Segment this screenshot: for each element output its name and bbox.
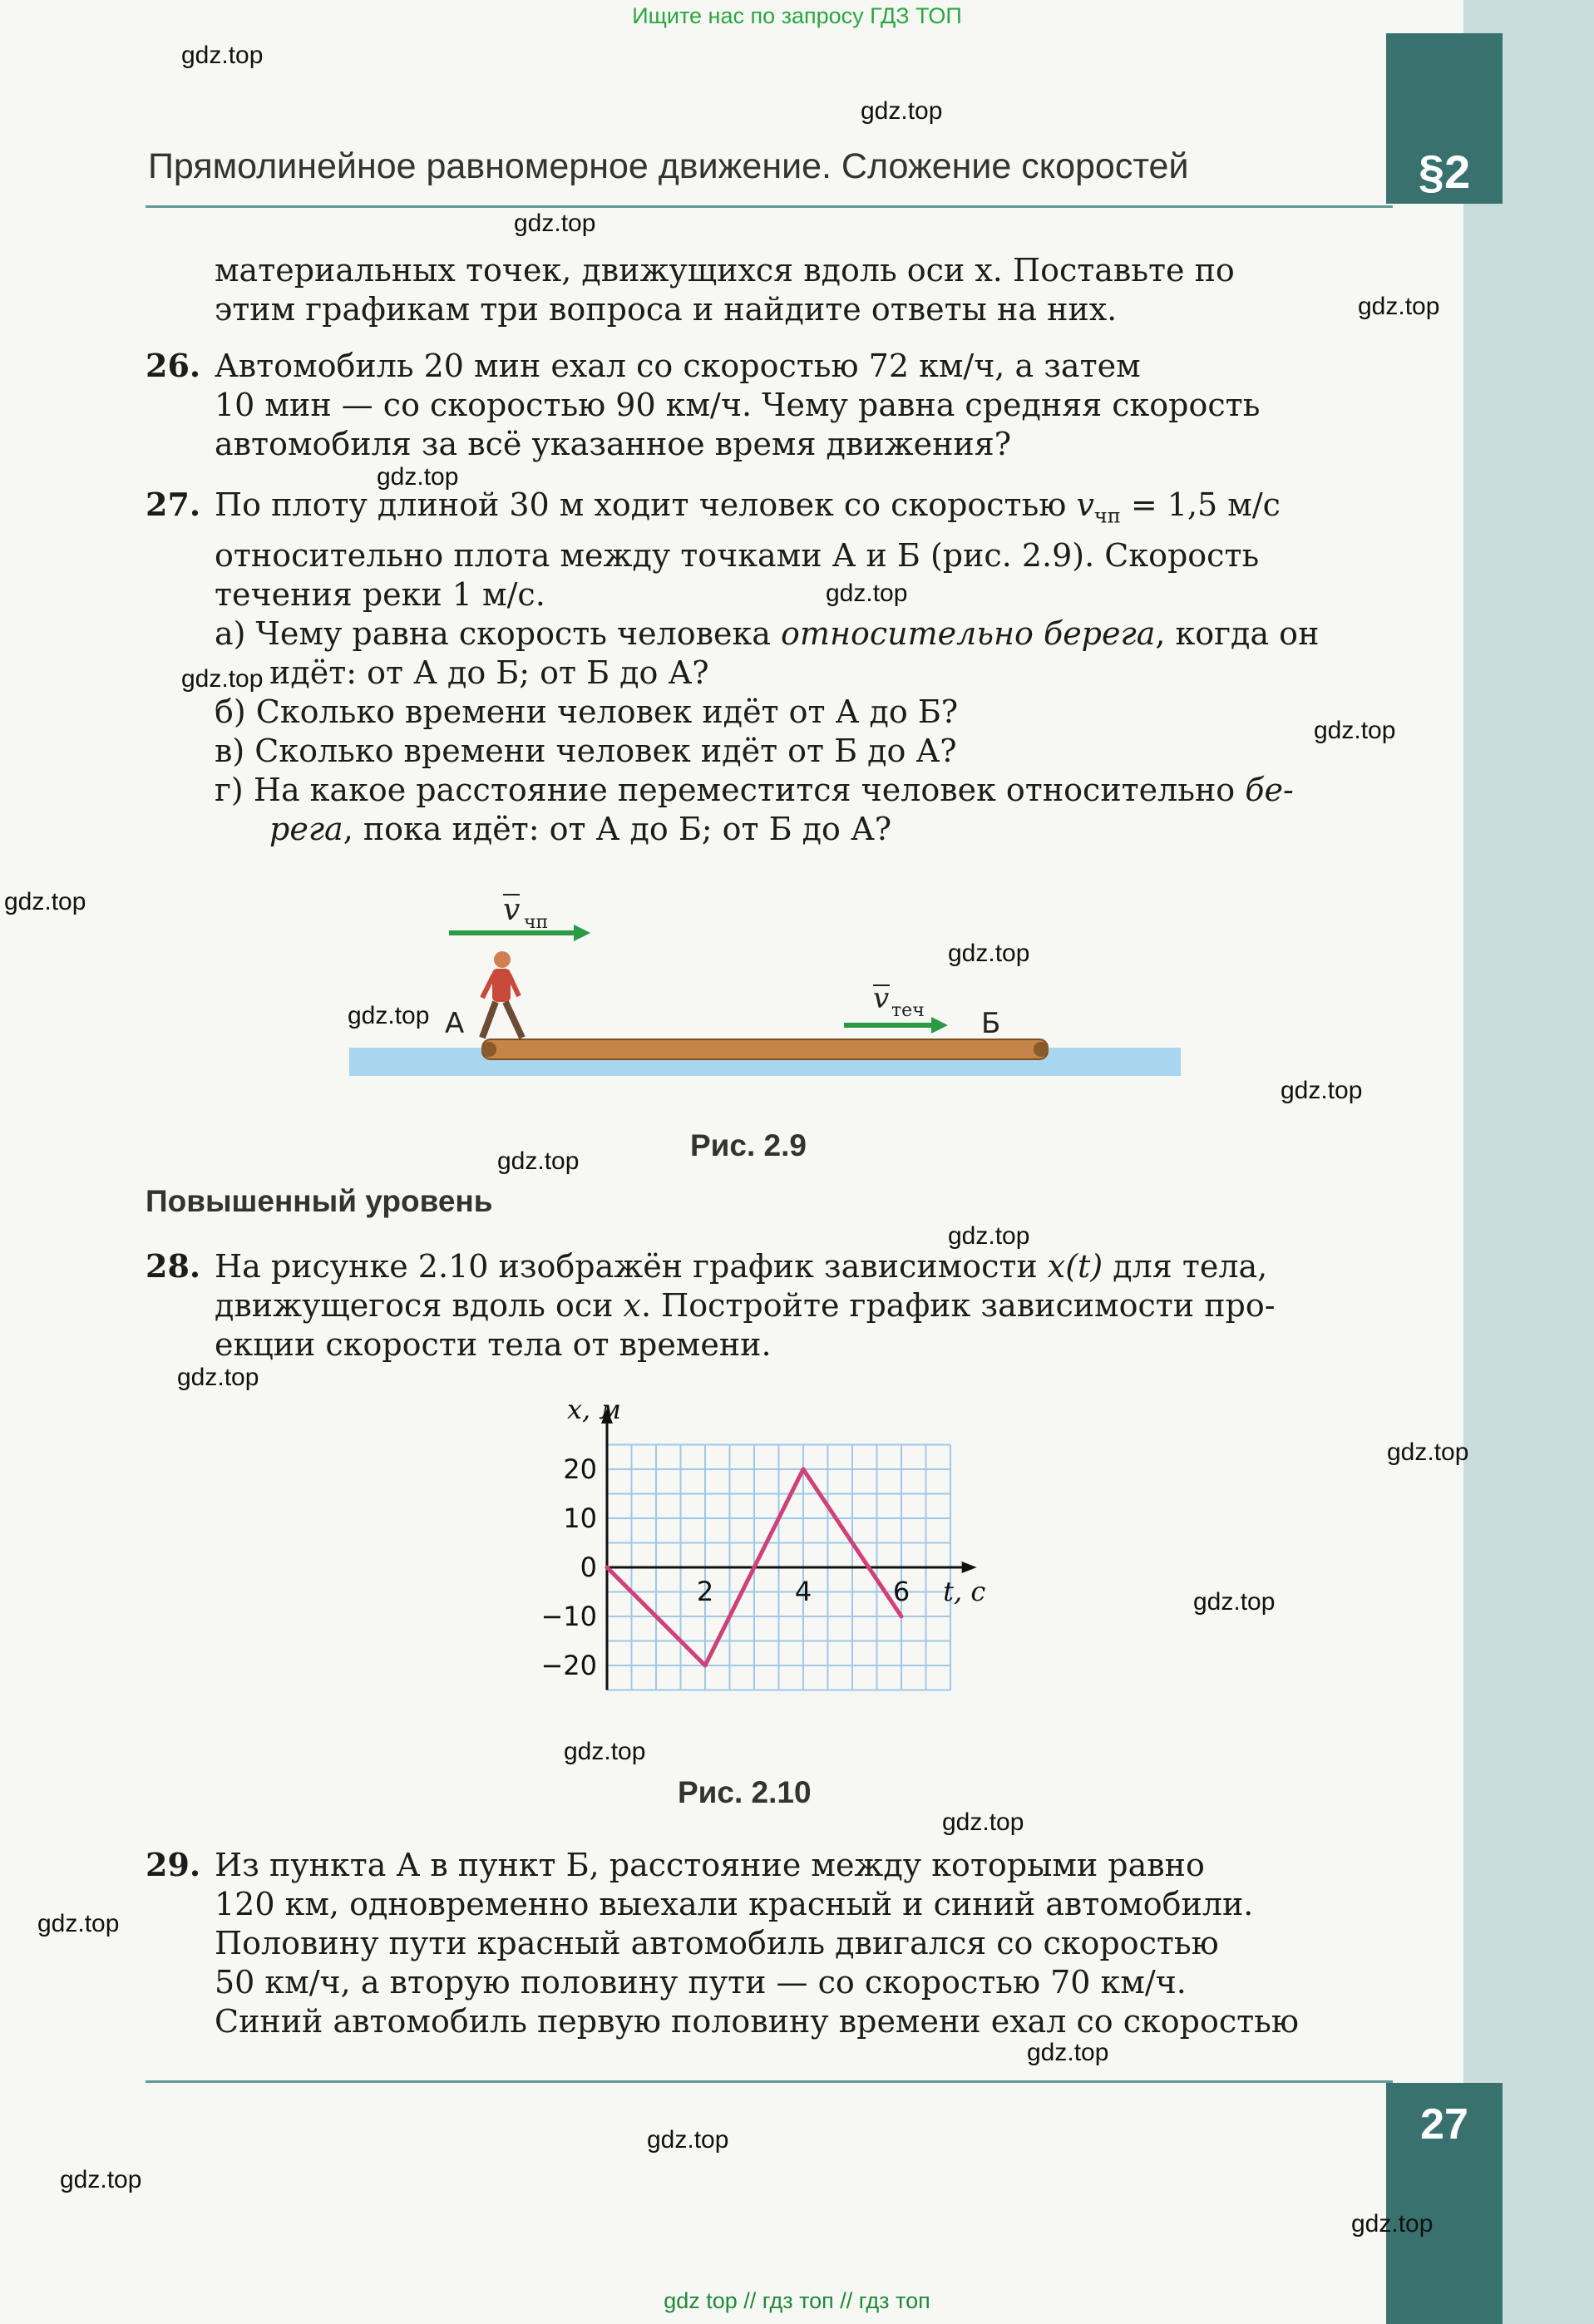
problem-29-text <box>215 1846 1387 2041</box>
problem-28-number: 28. <box>146 1247 201 1285</box>
y-tick-label: 20 <box>563 1453 597 1485</box>
data-point <box>900 1615 904 1619</box>
p26-line-1: Автомобиль 20 мин ехал со скоростью 72 км/ч, а затем <box>215 348 1141 384</box>
p26-line-3: автомобиля за всё указанное время движения? <box>215 426 1012 462</box>
problem-27-number: 27. <box>146 486 201 523</box>
figure-2-10-chart <box>482 1384 1064 1734</box>
watermark: gdz.top <box>1358 293 1440 320</box>
watermark: gdz.top <box>177 1364 259 1391</box>
p27-a-line-1: а) Чему равна скорость человека относительно берега, когда он <box>215 614 1320 652</box>
data-point <box>703 1664 708 1668</box>
problem-27-text <box>215 486 1387 849</box>
data-point <box>802 1468 806 1472</box>
intro-line-1: материальных точек, движущихся вдоль оси x. Поставьте по <box>215 252 1235 289</box>
watermark: gdz.top <box>377 463 459 491</box>
page-number: 27 <box>1386 2083 1503 2324</box>
y-tick-label: −10 <box>540 1601 597 1632</box>
y-axis-label: x, м <box>567 1394 621 1425</box>
problem-28-text <box>215 1247 1387 1364</box>
p26-line-2: 10 мин — со скоростью 90 км/ч. Чему равна средняя скорость <box>215 387 1261 423</box>
watermark: gdz.top <box>497 1147 580 1175</box>
watermark: gdz.top <box>1387 1438 1469 1466</box>
figure-2-9-caption: Рис. 2.9 <box>690 1128 807 1162</box>
watermark: gdz.top <box>826 580 908 607</box>
point-b-label: Б <box>981 1007 1001 1040</box>
p29-line-5: Синий автомобиль первую половину времени ехал со скоростью <box>215 2003 1299 2040</box>
figure-2-10-caption: Рис. 2.10 <box>678 1775 812 1809</box>
p27-line-3: течения реки 1 м/с. <box>215 575 545 613</box>
watermark: gdz.top <box>647 2126 729 2154</box>
header-rule <box>146 205 1393 208</box>
p27-b: б) Сколько времени человек идёт от А до Б? <box>215 693 959 730</box>
person-figure <box>482 951 522 1038</box>
footer-rule <box>146 2080 1393 2083</box>
p27-line-2: относительно плота между точками А и Б (рис. 2.9). Скорость <box>215 536 1260 574</box>
watermark: gdz.top <box>514 210 596 237</box>
p29-line-2: 120 км, одновременно выехали красный и синий автомобили. <box>215 1886 1254 1922</box>
point-a-label: А <box>445 1007 465 1040</box>
data-point <box>605 1566 609 1570</box>
v-river-subscript: теч <box>891 1000 925 1021</box>
p28-line-2: движущегося вдоль оси x. Постройте график зависимости про- <box>215 1287 1276 1324</box>
x-axis-arrowhead <box>962 1562 977 1573</box>
watermark: gdz.top <box>1351 2210 1434 2238</box>
x-axis-label: t, с <box>943 1576 986 1607</box>
v-person-subscript: чп <box>524 912 549 933</box>
y-tick-label: 10 <box>563 1502 597 1534</box>
p28-line-3: екции скорости тела от времени. <box>215 1326 772 1363</box>
watermark: gdz.top <box>1027 2039 1109 2066</box>
watermark: gdz.top <box>348 1002 430 1029</box>
raft-end-right <box>1034 1042 1049 1057</box>
intro-text <box>215 251 1387 329</box>
p27-g-line-1: г) На какое расстояние переместится человек относительно бе- <box>215 771 1294 808</box>
v-person-arrowhead <box>574 925 590 941</box>
top-banner: Ищите нас по запросу ГДЗ ТОП <box>632 3 962 28</box>
v-person-label: v <box>503 893 521 927</box>
figure-2-9 <box>341 890 1181 1106</box>
watermark: gdz.top <box>4 888 86 915</box>
right-margin-strip <box>1463 0 1594 2324</box>
x-tick-label: 2 <box>696 1576 714 1607</box>
x-tick-label: 6 <box>892 1576 911 1607</box>
watermark: gdz.top <box>1281 1077 1363 1104</box>
watermark: gdz.top <box>37 1910 120 1937</box>
v-river-arrowhead <box>931 1017 948 1034</box>
p27-line-1: По плоту длиной 30 м ходит человек со скоростью $v_{чп} = 1,5$ м/с <box>215 486 1281 528</box>
x-tick-label: 4 <box>794 1576 812 1607</box>
watermark: gdz.top <box>181 665 264 693</box>
p27-v: в) Сколько времени человек идёт от Б до А? <box>215 732 957 769</box>
bottom-banner: gdz top // гдз топ // гдз топ <box>664 2288 930 2313</box>
p29-line-3: Половину пути красный автомобиль двигался со скоростью <box>215 1925 1219 1961</box>
watermark: gdz.top <box>181 42 264 69</box>
p29-line-1: Из пункта А в пункт Б, расстояние между которыми равно <box>215 1847 1205 1883</box>
watermark: gdz.top <box>948 940 1030 967</box>
watermark: gdz.top <box>942 1808 1024 1836</box>
raft <box>482 1039 1048 1059</box>
p28-line-1: На рисунке 2.10 изображён график зависимости x(t) для тела, <box>215 1248 1268 1285</box>
level-heading: Повышенный уровень <box>146 1184 493 1218</box>
intro-line-2: этим графикам три вопроса и найдите ответы на них. <box>215 291 1118 328</box>
y-tick-label: −20 <box>540 1650 597 1681</box>
watermark: gdz.top <box>60 2166 142 2193</box>
watermark: gdz.top <box>1193 1588 1276 1616</box>
watermark: gdz.top <box>564 1738 646 1765</box>
problem-26-text <box>215 347 1387 464</box>
raft-end-left <box>481 1042 496 1057</box>
p27-a-line-2: идёт: от А до Б; от Б до А? <box>269 654 709 691</box>
problem-26-number: 26. <box>146 347 201 384</box>
problem-29-number: 29. <box>146 1846 201 1883</box>
p29-line-4: 50 км/ч, а вторую половину пути — со скоростью 70 км/ч. <box>215 1964 1187 2001</box>
watermark: gdz.top <box>861 97 943 125</box>
p27-g-line-2: рега, пока идёт: от А до Б; от Б до А? <box>269 810 892 847</box>
watermark: gdz.top <box>948 1222 1030 1250</box>
v-river-label: v <box>873 982 890 1015</box>
y-tick-label: 0 <box>580 1552 597 1583</box>
watermark: gdz.top <box>1314 717 1396 744</box>
section-tab: §2 <box>1386 33 1503 204</box>
page-header-title: Прямолинейное равномерное движение. Сложение скоростей <box>148 146 1189 186</box>
